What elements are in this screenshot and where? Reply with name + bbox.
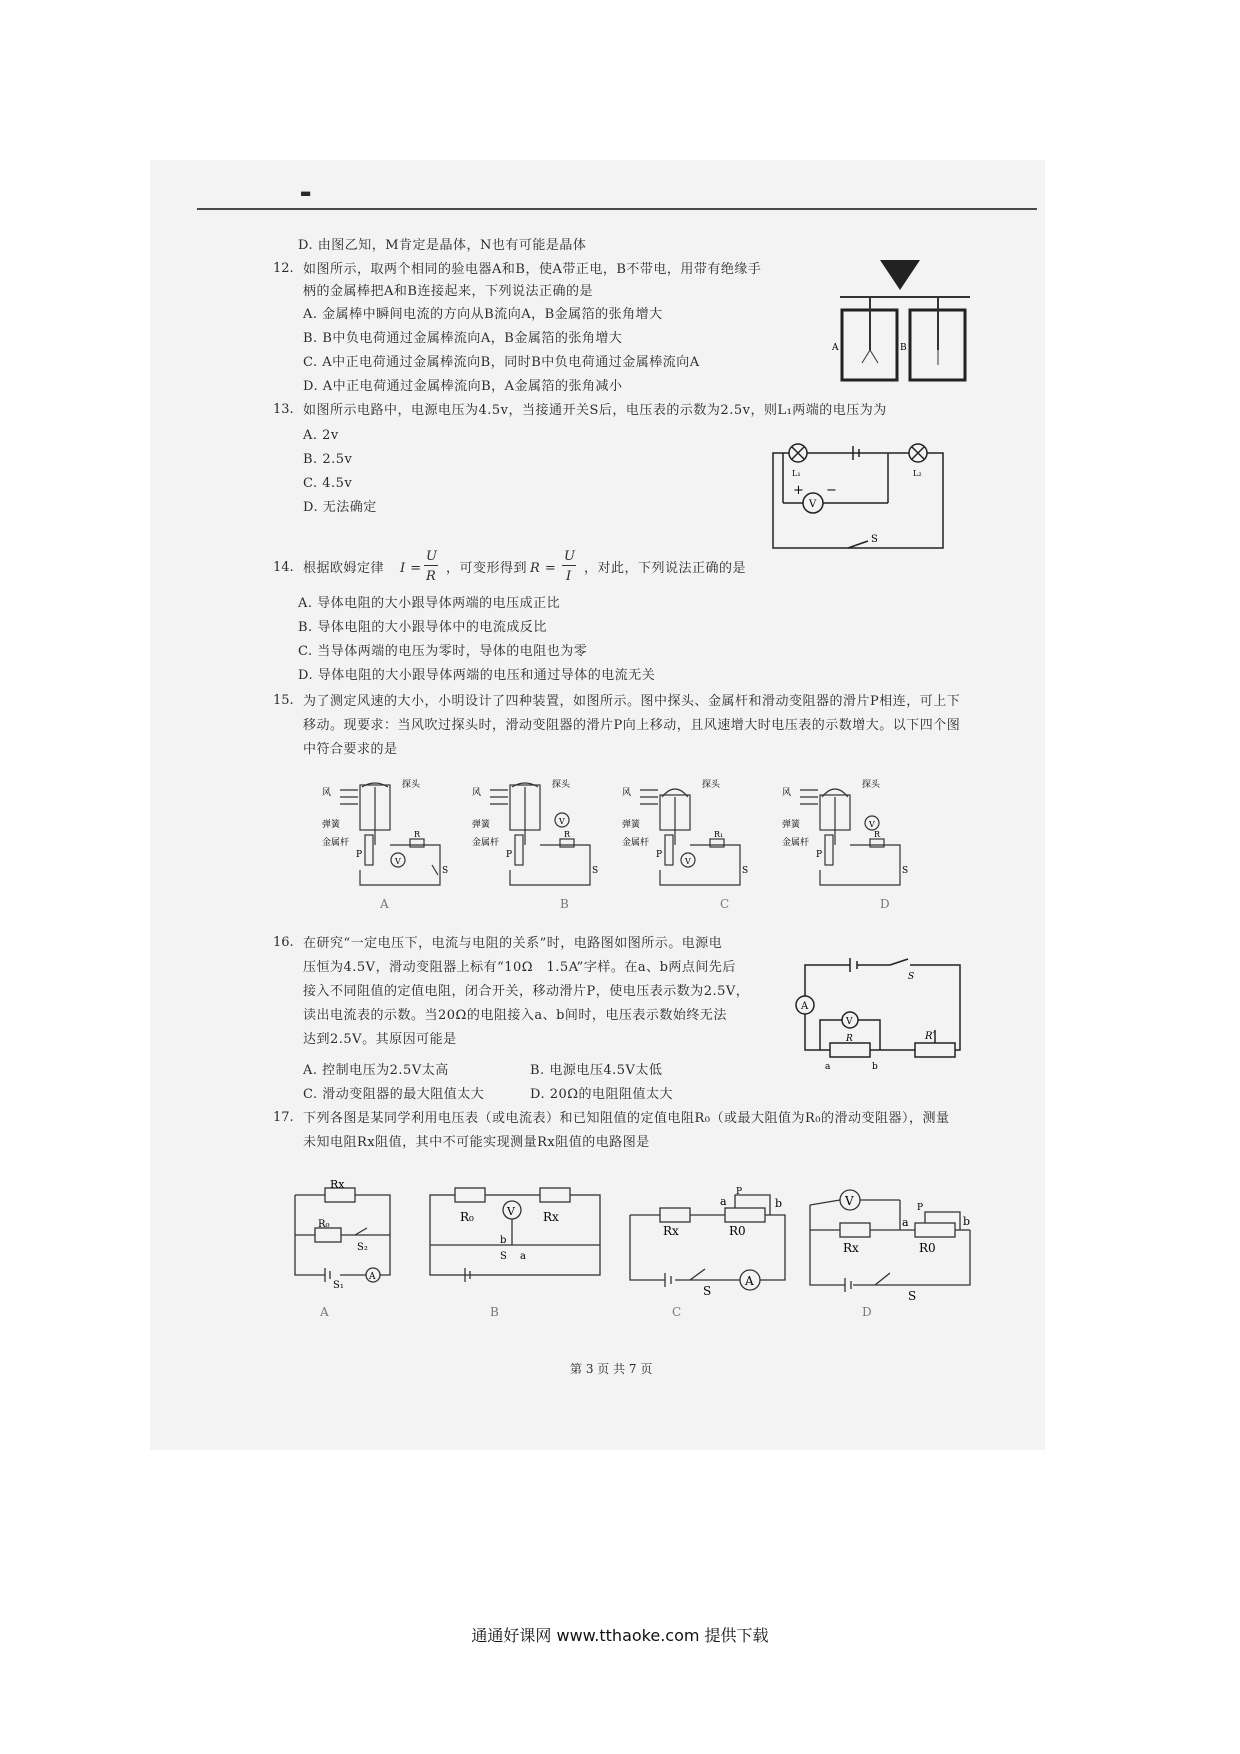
q15-caption-a: A — [380, 897, 389, 911]
q15-b-r: R — [564, 830, 571, 839]
q17-c-s: S — [703, 1284, 712, 1298]
q15-c-rod: 金属杆 — [622, 838, 650, 848]
q17-c-a: a — [720, 1195, 727, 1208]
q15-b-p: P — [506, 850, 513, 860]
q15-a-p: P — [356, 850, 363, 860]
q14-formula2-num: U — [564, 549, 576, 564]
q15-d-r: R — [874, 830, 881, 839]
q16-option-b: B. 电源电压4.5V太低 — [530, 1063, 663, 1078]
scan-mark: ▬ — [300, 186, 312, 200]
q14-option-a: A. 导体电阻的大小跟导体两端的电压成正比 — [298, 596, 561, 611]
q15-stem-1: 为了测定风速的大小，小明设计了四种装置，如图所示。图中探头、金属杆和滑动变阻器的滑片P相连，可上下 — [303, 694, 961, 709]
q14-stem-b: ，可变形得到 — [446, 561, 528, 576]
q17-figure-c — [625, 1185, 790, 1300]
q15-d-switch: S — [902, 866, 909, 876]
q13-l2-label: L₂ — [913, 469, 922, 478]
q15-c-probe: 探头 — [702, 780, 721, 790]
q17-d-b: b — [963, 1215, 971, 1228]
q12-label-b: B — [900, 343, 907, 353]
q13-circuit-figure — [768, 438, 948, 558]
q15-c-spring: 弹簧 — [622, 820, 641, 830]
q12-number: 12. — [273, 261, 294, 276]
q14-number: 14. — [273, 560, 294, 575]
q15-a-voltmeter: V — [395, 857, 401, 866]
q17-d-rx: Rx — [843, 1241, 859, 1255]
q17-caption-b: B — [490, 1305, 499, 1319]
q16-stem-4: 读出电流表的示数。当20Ω的电阻接入a、b间时，电压表示数始终无法 — [303, 1008, 727, 1023]
q17-d-voltmeter: V — [845, 1194, 854, 1208]
q13-option-a: A. 2v — [303, 428, 339, 443]
q15-c-voltmeter: V — [685, 857, 691, 866]
q16-switch-label: S — [908, 972, 915, 982]
q17-c-ammeter: A — [745, 1274, 754, 1288]
q16-number: 16. — [273, 935, 294, 950]
q12-stem-1: 如图所示，取两个相同的验电器A和B，使A带正电，B不带电，用带有绝缘手 — [303, 262, 762, 277]
q14-formula2-lhs: R = — [530, 561, 557, 576]
q14-option-c: C. 当导体两端的电压为零时，导体的电阻也为零 — [298, 644, 588, 659]
q15-figure-d — [780, 775, 920, 890]
q16-ammeter-label: A — [801, 1001, 809, 1012]
q17-b-b: b — [500, 1235, 507, 1246]
q17-b-rx: Rx — [543, 1210, 559, 1224]
q15-a-wind: 风 — [322, 788, 332, 798]
q14-formula1-num: U — [426, 549, 438, 564]
q15-figure-c — [620, 775, 760, 890]
q11-option-d: D. 由图乙知，M肯定是晶体，N也有可能是晶体 — [298, 238, 587, 253]
q14-formula1-lhs: I = — [400, 561, 422, 576]
header-rule — [197, 208, 1037, 210]
q17-caption-a: A — [320, 1305, 329, 1319]
q16-stem-5: 达到2.5V。其原因可能是 — [303, 1032, 457, 1047]
q17-a-r0: R₀ — [318, 1219, 330, 1230]
q15-d-p: P — [816, 850, 823, 860]
q17-c-rx: Rx — [663, 1224, 679, 1238]
q13-switch-label: S — [871, 534, 878, 545]
q15-a-rod: 金属杆 — [322, 838, 350, 848]
q17-a-s2: S₂ — [357, 1242, 368, 1253]
q17-b-a: a — [520, 1251, 526, 1262]
q17-a-rx: Rx — [330, 1180, 345, 1191]
q15-c-switch: S — [742, 866, 749, 876]
q15-b-wind: 风 — [472, 788, 482, 798]
q15-c-p: P — [656, 850, 663, 860]
q17-a-s1: S₁ — [333, 1280, 344, 1290]
q17-b-s: S — [500, 1251, 507, 1262]
q17-b-voltmeter: V — [507, 1205, 515, 1218]
q15-b-rod: 金属杆 — [472, 838, 500, 848]
q13-voltmeter-label: V — [809, 499, 817, 510]
q17-caption-d: D — [862, 1305, 872, 1319]
q17-caption-c: C — [672, 1305, 682, 1319]
q12-electroscope-figure — [830, 255, 980, 390]
q12-option-c: C. A中正电荷通过金属棒流向B，同时B中负电荷通过金属棒流向A — [303, 355, 700, 370]
q16-option-a: A. 控制电压为2.5V太高 — [303, 1063, 449, 1078]
q15-d-spring: 弹簧 — [782, 820, 801, 830]
q15-caption-b: B — [560, 897, 569, 911]
q16-stem-2: 压恒为4.5V，滑动变阻器上标有“10Ω 1.5A”字样。在a、b两点间先后 — [303, 960, 736, 975]
q17-d-r0: R0 — [919, 1241, 936, 1255]
q15-figure-b — [470, 775, 610, 890]
q12-option-d: D. A中正电荷通过金属棒流向B，A金属箔的张角减小 — [303, 379, 623, 394]
q13-l1-label: L₁ — [792, 469, 801, 478]
q17-d-a: a — [902, 1216, 909, 1229]
page-number: 第 3 页 共 7 页 — [570, 1362, 653, 1376]
q13-option-b: B. 2.5v — [303, 452, 353, 467]
q15-c-wind: 风 — [622, 788, 632, 798]
q15-caption-c: C — [720, 897, 730, 911]
q13-stem: 如图所示电路中，电源电压为4.5v，当接通开关S后，电压表的示数为2.5v，则L₁两端的电压为为 — [303, 403, 887, 418]
q16-voltmeter-label: V — [846, 1017, 853, 1027]
q16-stem-3: 接入不同阻值的定值电阻，闭合开关，移动滑片P，使电压表示数为2.5V， — [303, 984, 750, 999]
q17-number: 17. — [273, 1110, 294, 1125]
q16-option-d: D. 20Ω的电阻阻值太大 — [530, 1087, 674, 1102]
q15-b-switch: S — [592, 866, 599, 876]
q15-stem-2: 移动。现要求：当风吹过探头时，滑动变阻器的滑片P向上移动，且风速增大时电压表的示数增大。以下四个图 — [303, 718, 961, 733]
q13-option-c: C. 4.5v — [303, 476, 353, 491]
q15-d-wind: 风 — [782, 788, 792, 798]
q14-formula1-den: R — [426, 569, 437, 584]
q15-figure-a — [320, 775, 460, 890]
q14-stem-c: ，对此，下列说法正确的是 — [584, 561, 747, 576]
q14-option-d: D. 导体电阻的大小跟导体两端的电压和通过导体的电流无关 — [298, 668, 656, 683]
q15-d-probe: 探头 — [862, 780, 881, 790]
q15-number: 15. — [273, 693, 294, 708]
q16-rprime-label: R′ — [925, 1031, 935, 1042]
q12-stem-2: 柄的金属棒把A和B连接起来，下列说法正确的是 — [303, 284, 593, 299]
q15-d-rod: 金属杆 — [782, 838, 810, 848]
q16-option-c: C. 滑动变阻器的最大阻值太大 — [303, 1087, 485, 1102]
q17-stem-2: 未知电阻Rx阻值，其中不可能实现测量Rx阻值的电路图是 — [303, 1135, 650, 1150]
q15-stem-3: 中符合要求的是 — [303, 742, 398, 757]
q17-figure-a — [285, 1180, 405, 1290]
q16-stem-1: 在研究“一定电压下，电流与电阻的关系”时，电路图如图所示。电源电 — [303, 936, 723, 951]
q15-caption-d: D — [880, 897, 890, 911]
q17-c-r0: R0 — [729, 1224, 746, 1238]
q15-b-probe: 探头 — [552, 780, 571, 790]
q15-c-r1: R₁ — [714, 830, 724, 839]
q13-number: 13. — [273, 402, 294, 417]
q16-r-label: R — [846, 1034, 853, 1044]
q17-c-b: b — [775, 1197, 783, 1210]
q16-circuit-figure — [790, 955, 980, 1075]
q16-a-label: a — [825, 1062, 831, 1072]
q15-a-spring: 弹簧 — [322, 820, 341, 830]
q17-d-p: P — [917, 1203, 924, 1213]
q15-b-voltmeter: V — [559, 817, 565, 826]
q15-a-switch: S — [442, 866, 449, 876]
q17-d-s: S — [908, 1289, 917, 1303]
q15-d-voltmeter: V — [869, 820, 875, 829]
q15-a-r: R — [414, 830, 421, 839]
q17-c-p: P — [736, 1187, 743, 1197]
q13-minus-label: − — [826, 483, 837, 498]
q17-b-r0: R₀ — [460, 1210, 474, 1224]
q14-stem-a: 根据欧姆定律 — [303, 561, 385, 576]
q14-formula2-den: I — [566, 569, 572, 584]
q17-figure-d — [805, 1180, 980, 1305]
q13-option-d: D. 无法确定 — [303, 500, 377, 515]
q17-figure-b — [425, 1185, 605, 1290]
q13-plus-label: + — [793, 483, 804, 498]
footer-credit: 通通好课网 www.tthaoke.com 提供下载 — [471, 1626, 769, 1645]
q12-label-a: A — [832, 343, 839, 353]
q15-b-spring: 弹簧 — [472, 820, 491, 830]
q16-b-label: b — [872, 1062, 878, 1072]
q12-option-a: A. 金属棒中瞬间电流的方向从B流向A，B金属箔的张角增大 — [303, 307, 663, 322]
q12-option-b: B. B中负电荷通过金属棒流向A，B金属箔的张角增大 — [303, 331, 623, 346]
q14-option-b: B. 导体电阻的大小跟导体中的电流成反比 — [298, 620, 547, 635]
q17-a-ammeter: A — [369, 1272, 376, 1282]
q17-stem-1: 下列各图是某同学利用电压表（或电流表）和已知阻值的定值电阻R₀（或最大阻值为R₀的滑动变阻器），测量 — [303, 1111, 950, 1126]
q15-a-probe: 探头 — [402, 780, 421, 790]
